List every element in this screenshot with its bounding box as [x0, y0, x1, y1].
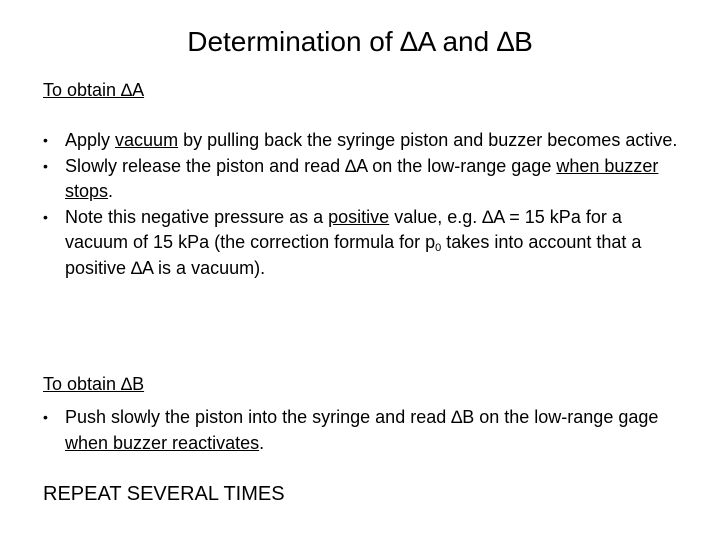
- bullet-text: Apply: [65, 130, 116, 150]
- underlined-term: vacuum: [115, 130, 179, 150]
- bullet-text: by pulling back the syringe piston and buzzer becomes active.: [178, 130, 678, 150]
- bullet-text: takes into account that a positive ∆A is a vacuum).: [65, 232, 642, 278]
- bullet-dot-icon: •: [43, 132, 48, 148]
- repeat-note: REPEAT SEVERAL TIMES: [43, 483, 285, 505]
- underlined-term: when buzzer stops: [65, 155, 659, 201]
- bullet-dot-icon: •: [43, 409, 48, 425]
- section-heading-delta-a: To obtain ∆A: [43, 80, 145, 100]
- bullet-item-release-piston: [43, 154, 683, 205]
- underlined-term: positive: [328, 206, 390, 227]
- bullet-text: value, e.g. ∆A = 15 kPa for a vacuum of 15 kPa (the correction formula for p: [65, 206, 622, 252]
- bullet-dot-icon: •: [43, 157, 48, 174]
- bullet-text: Push slowly the piston into the syringe and read ∆B on the low-range gage: [65, 407, 659, 427]
- bullet-list-delta-b: [43, 405, 683, 456]
- bullet-dot-icon: •: [43, 208, 48, 225]
- bullet-text: .: [259, 432, 265, 453]
- underlined-term: when buzzer reactivates: [65, 432, 260, 453]
- slide-title: Determination of ∆A and ∆B: [187, 26, 533, 57]
- bullet-item-note-positive: [43, 205, 683, 282]
- bullet-item-apply-vacuum: [43, 128, 683, 154]
- subscript-zero: 0: [435, 242, 442, 254]
- bullet-text: .: [108, 181, 114, 201]
- section-heading-delta-b: To obtain ∆B: [43, 374, 145, 394]
- bullet-item-push-piston: [43, 405, 683, 456]
- bullet-text: Slowly release the piston and read ∆A on the low-range gage: [65, 155, 557, 176]
- bullet-text: Note this negative pressure as a: [65, 206, 329, 227]
- bullet-list-delta-a: [43, 128, 683, 281]
